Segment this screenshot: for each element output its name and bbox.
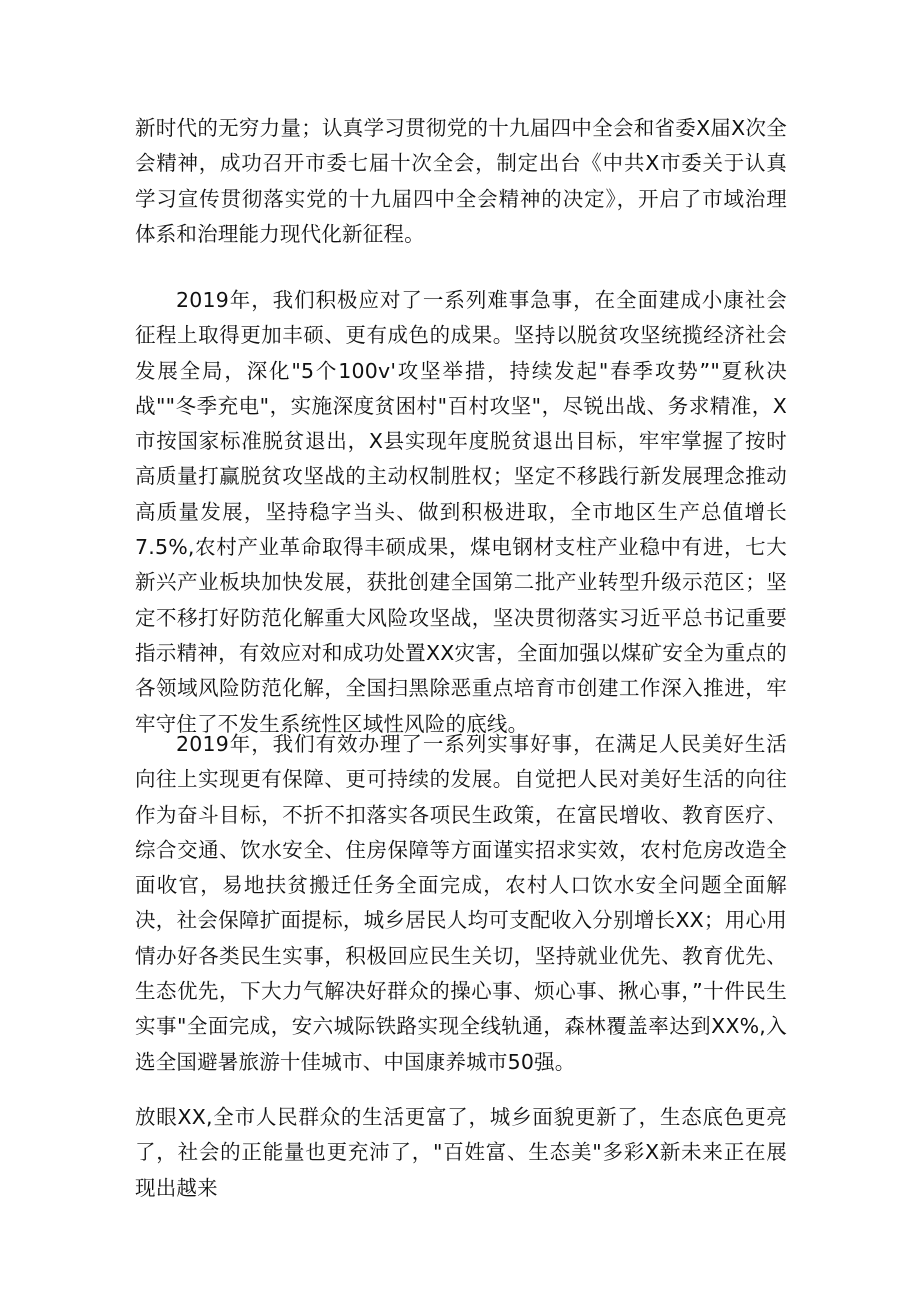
- paragraph-1: 新时代的无穷力量；认真学习贯彻党的十九届四中全会和省委X届X次全会精神，成功召开市委七届十次全会，制定出台《中共X市委关于认真学习宣传贯彻落实党的十九届四中全会精神的决定》，开启了市域治理体系和治理能力现代化新征程。: [135, 116, 787, 246]
- paragraph-3: 2019年，我们有效办理了一系列实事好事，在满足人民美好生活向往上实现更有保障、更可持续的发展。自觉把人民对美好生活的向往作为奋斗目标，不折不扣落实各项民生政策，在富民增收、教育医疗、综合交通、饮水安全、住房保障等方面谨实招求实效，农村危房改造全面收官，易地扶贫搬迁任务全面完成，农村人口饮水安全问题全面解决，社会保障扩面提标，城乡居民人均可支配收入分别增长XX；用心用情办好各类民生实事，积极回应民生关切，坚持就业优先、教育优先、生态优先，下大力气解决好群众的操心事、烦心事、揪心事，”十件民生实事"全面完成，安六城际铁路实现全线轨通，森林覆盖率达到XX%,入选全国避暑旅游十佳城市、中国康养城市50强。: [135, 732, 787, 1074]
- paragraph-4: 放眼XX,全市人民群众的生活更富了，城乡面貌更新了，生态底色更亮了，社会的正能量也更充沛了，"百姓富、生态美"多彩X新未来正在展现出越来: [135, 1105, 787, 1200]
- paragraph-2: 2019年，我们积极应对了一系列难事急事，在全面建成小康社会征程上取得更加丰硕、更有成色的成果。坚持以脱贫攻坚统揽经济社会发展全局，深化"5个100v'攻坚举措，持续发起"春季攻势”"夏秋决战""冬季充电"，实施深度贫困村"百村攻坚"，尽锐出战、务求精准，X市按国家标准脱贫退出，X县实现年度脱贫退出目标，牢牢掌握了按时高质量打赢脱贫攻坚战的主动权制胜权；坚定不移践行新发展理念推动高质量发展，坚持稳字当头、做到积极进取，全市地区生产总值增长7.5%,农村产业革命取得丰硕成果，煤电钢材支柱产业稳中有进，七大新兴产业板块加快发展，获批创建全国第二批产业转型升级示范区；坚定不移打好防范化解重大风险攻坚战，坚决贯彻落实习近平总书记重要指示精神，有效应对和成功处置XX灾害，全面加强以煤矿安全为重点的各领域风险防范化解，全国扫黑除恶重点培育市创建工作深入推进，牢牢守住了不发生系统性区域性风险的底线。: [135, 288, 787, 736]
